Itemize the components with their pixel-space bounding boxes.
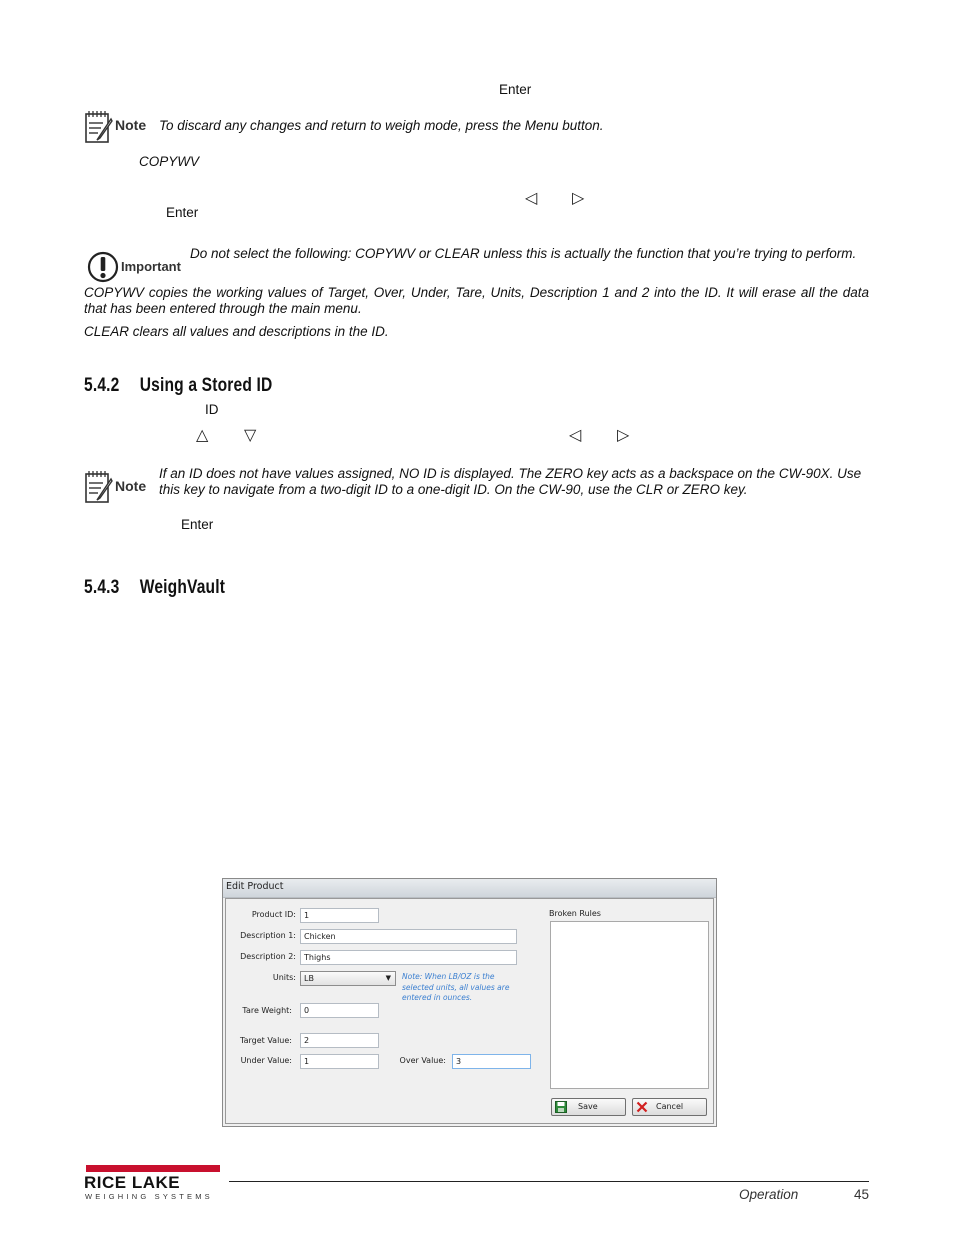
left-arrow-icon: ◁ — [525, 190, 538, 207]
product-id-field[interactable]: 1 — [300, 908, 379, 923]
clear-description: CLEAR clears all values and descriptions in the ID. — [84, 324, 389, 339]
description-1-label: Description 1: — [240, 931, 296, 940]
copywv-description: COPYWV copies the working values of Target, Over, Under, Tare, Units, Description 1 and 2 into the ID. It will erase all the data that has been entered through the main menu. — [84, 285, 869, 316]
enter-key-label: Enter — [166, 205, 199, 220]
over-value-label: Over Value: — [399, 1056, 446, 1065]
floppy-disk-icon — [555, 1101, 567, 1113]
important-label: Important — [121, 259, 181, 274]
units-value: LB — [304, 974, 314, 983]
note-label: Note — [115, 478, 147, 494]
copywv-label: COPYWV — [139, 154, 200, 169]
section-title: WeighVault — [139, 577, 226, 598]
chevron-down-icon: ▼ — [385, 974, 391, 982]
note-label: Note — [115, 117, 147, 133]
dialog-title: Edit Product — [223, 879, 716, 898]
page-number: 45 — [854, 1187, 870, 1202]
under-value-label: Under Value: — [240, 1056, 292, 1065]
enter-key-label: Enter — [181, 517, 214, 532]
save-label: Save — [578, 1102, 598, 1111]
close-icon — [636, 1101, 648, 1113]
broken-rules-list[interactable] — [550, 921, 709, 1089]
units-dropdown[interactable] — [300, 971, 396, 986]
over-value-field[interactable]: 3 — [452, 1054, 531, 1069]
product-id-label: Product ID: — [251, 910, 296, 919]
section-heading-5-4-2 — [84, 375, 272, 397]
target-value-label: Target Value: — [240, 1036, 292, 1045]
right-arrow-icon: ▷ — [572, 190, 585, 207]
save-button[interactable] — [551, 1098, 626, 1116]
units-label: Units: — [272, 973, 296, 982]
note-pad-icon — [84, 470, 114, 504]
description-1-field[interactable]: Chicken — [300, 929, 517, 944]
cancel-button[interactable] — [632, 1098, 707, 1116]
section-number: 5.4.3 — [84, 577, 120, 598]
logo-text: RICE LAKE — [84, 1173, 181, 1192]
down-arrow-icon: ▽ — [244, 427, 257, 444]
target-value-field[interactable]: 2 — [300, 1033, 379, 1048]
important-icon — [87, 251, 119, 283]
id-key-label: ID — [205, 402, 219, 417]
footer-section: Operation — [739, 1187, 799, 1202]
tare-weight-field[interactable]: 0 — [300, 1003, 379, 1018]
under-value-field[interactable]: 1 — [300, 1054, 379, 1069]
tare-weight-label: Tare Weight: — [242, 1006, 292, 1015]
description-2-label: Description 2: — [240, 952, 296, 961]
note-text: To discard any changes and return to weigh mode, press the Menu button. — [159, 118, 604, 133]
units-note: Note: When LB/OZ is the selected units, all values are entered in ounces. — [402, 972, 510, 1002]
right-arrow-icon: ▷ — [617, 427, 630, 444]
footer-rule — [229, 1181, 869, 1182]
company-logo — [84, 1165, 222, 1203]
enter-key-label: Enter — [499, 82, 532, 97]
description-2-field[interactable]: Thighs — [300, 950, 517, 965]
important-text: Do not select the following: COPYWV or CLEAR unless this is actually the function that you’re trying to perform. — [190, 246, 857, 261]
edit-product-dialog — [222, 878, 717, 1127]
logo-subtext: WEIGHING SYSTEMS — [85, 1192, 213, 1201]
section-number: 5.4.2 — [84, 375, 120, 396]
up-arrow-icon: △ — [196, 427, 209, 444]
section-heading-5-4-3 — [84, 577, 225, 599]
broken-rules-label: Broken Rules — [549, 909, 601, 918]
note-pad-icon — [84, 110, 114, 144]
note-text: If an ID does not have values assigned, NO ID is displayed. The ZERO key acts as a backspace on the CW-90X. Use this key to navigate from a two-digit ID to a one-digit ID. On the CW-90, use the CLR or ZERO key. — [159, 466, 862, 497]
cancel-label: Cancel — [656, 1102, 684, 1111]
section-title: Using a Stored ID — [139, 375, 273, 396]
left-arrow-icon: ◁ — [569, 427, 582, 444]
dialog-body — [225, 898, 714, 1124]
